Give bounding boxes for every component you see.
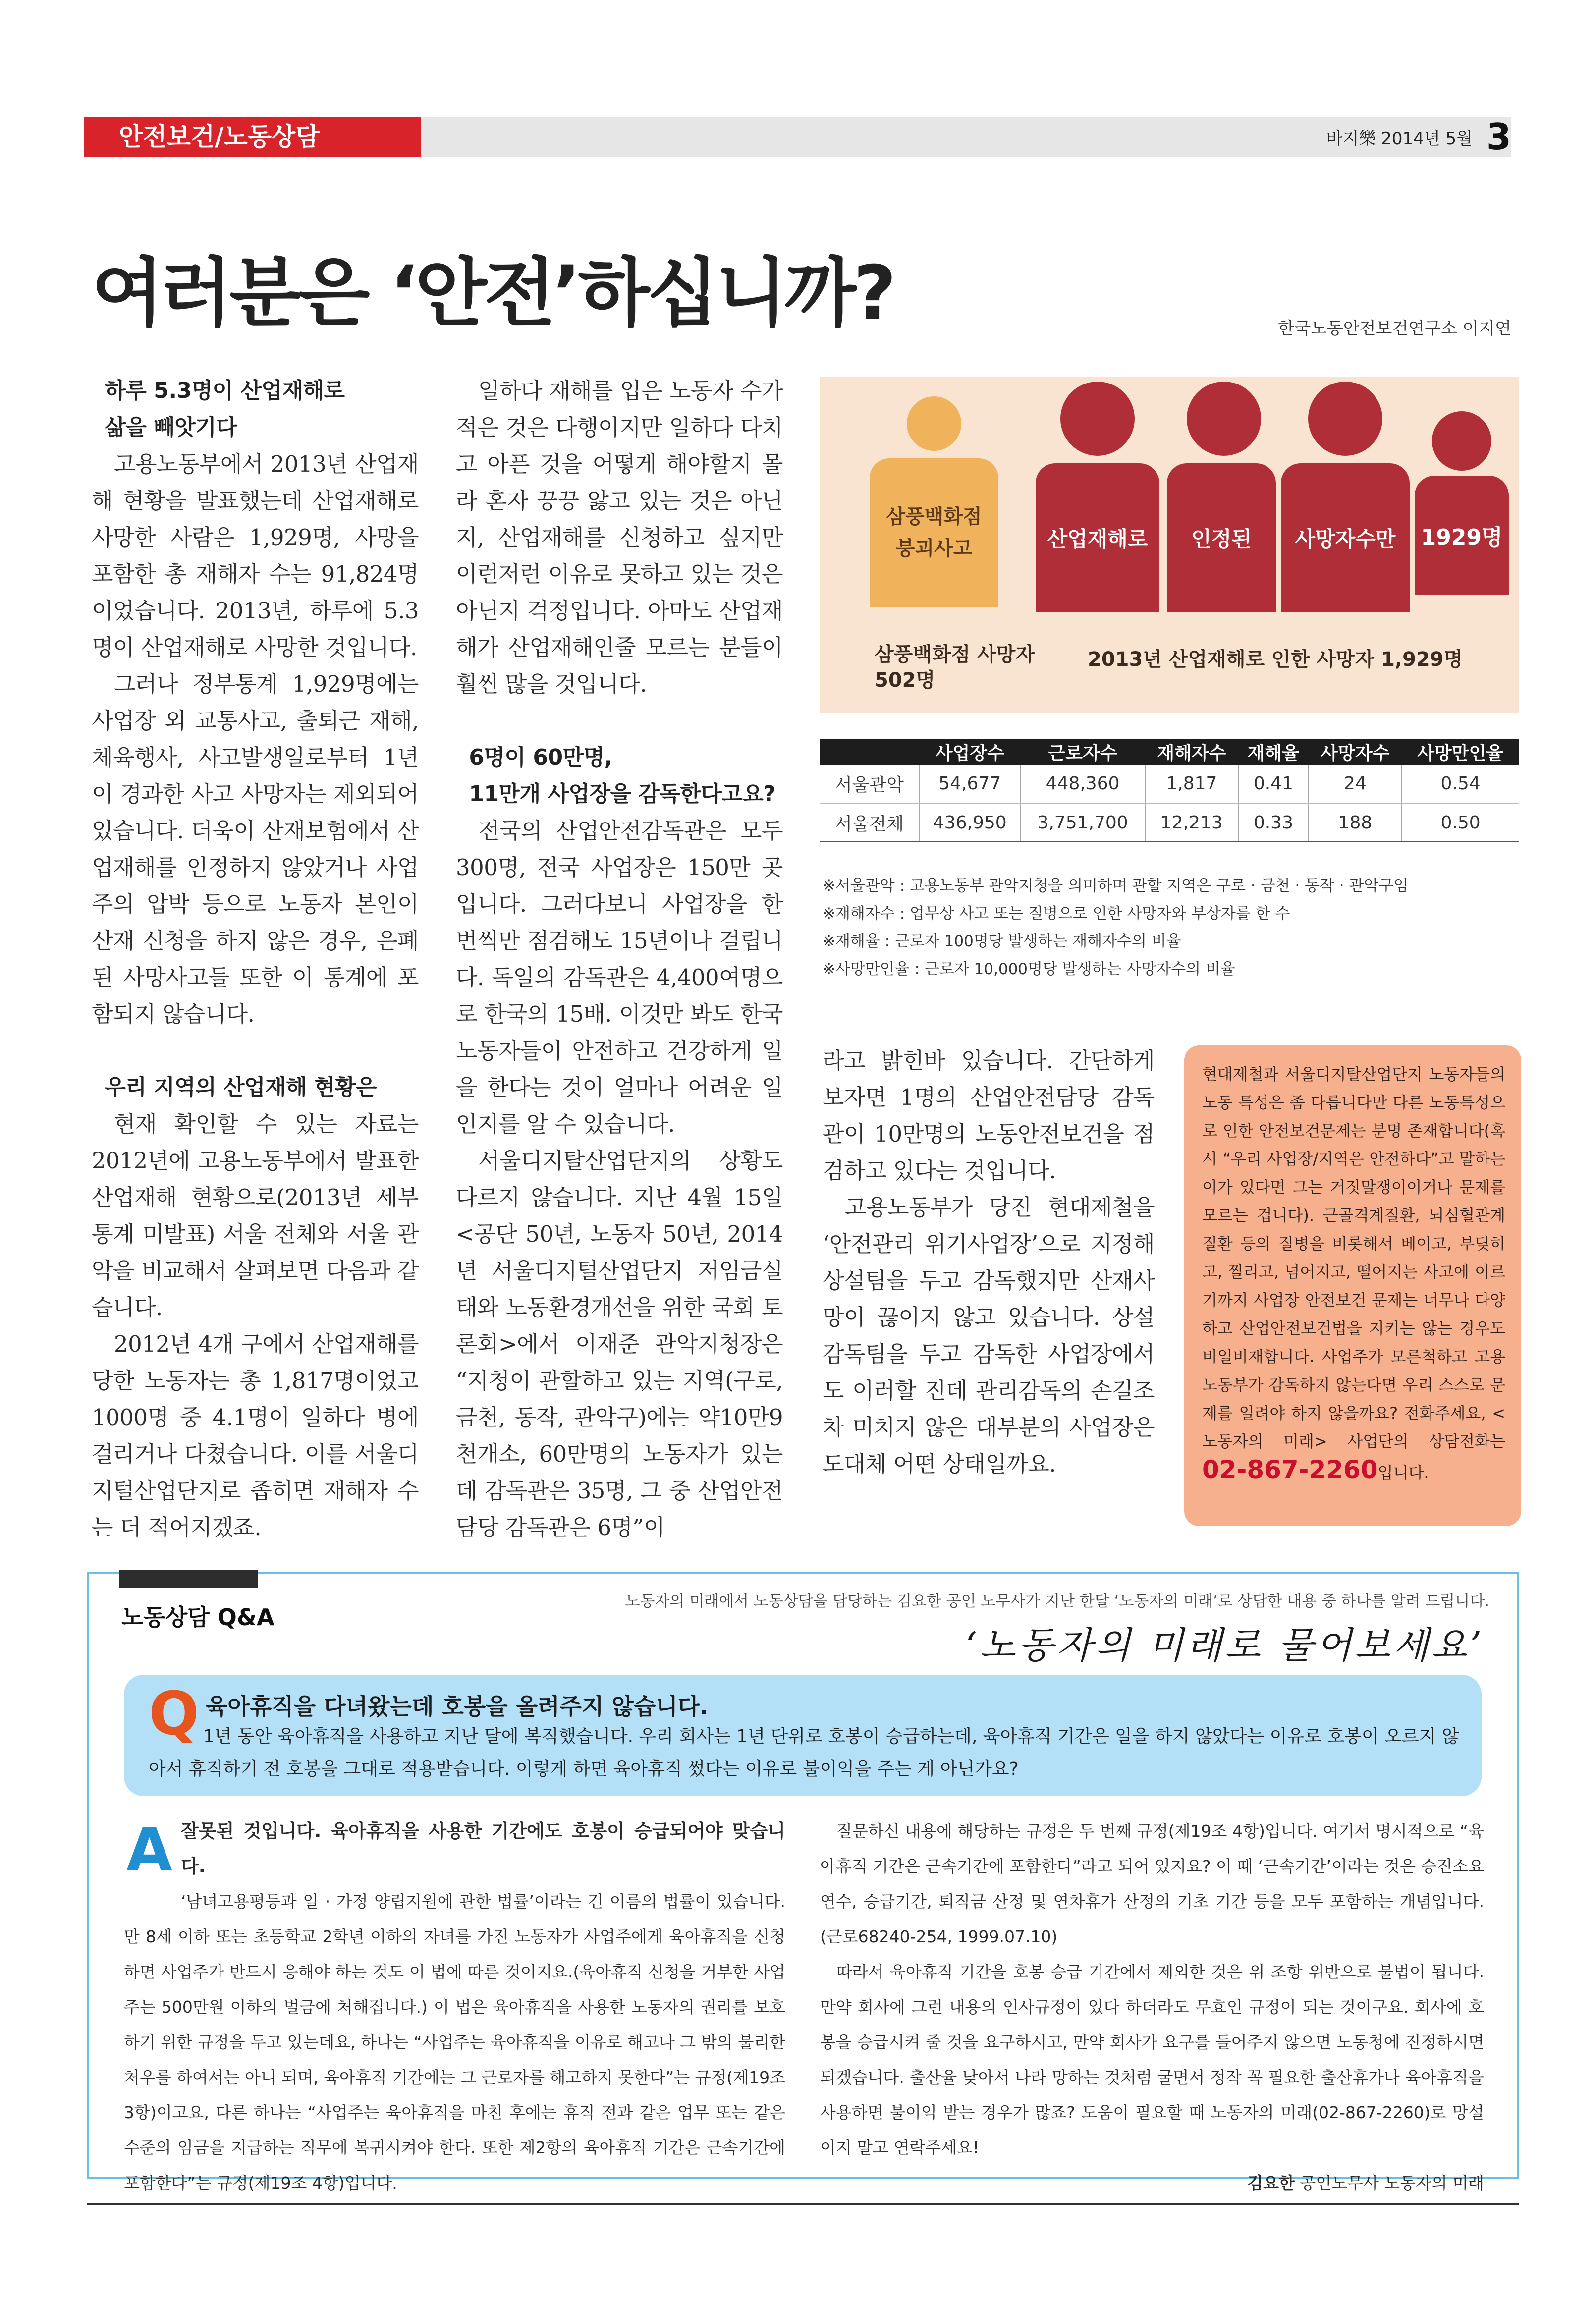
qa-tab-bar [119,1570,258,1588]
table-cell: 서울관악 [820,765,919,803]
table-header [820,739,919,765]
infographic-caption-right: 2013년 산업재해로 인한 사망자 1,929명 [1088,648,1463,671]
byline: 한국노동안전보건연구소 이지연 [1278,319,1511,338]
headline: 여러분은 ‘안전’하십니까? [92,250,894,336]
person-label: 산업재해로 [1047,527,1148,551]
answer-signature [820,2165,1484,2200]
qa-intro: 노동자의 미래에서 노동상담을 담당하는 김요한 공인 노무사가 지난 한달 ‘노동자의 미래’로 상담한 내용 중 하나를 알려 드립니다. [625,1592,1489,1610]
person-body [1167,463,1276,612]
table-cell: 436,950 [919,803,1021,842]
infographic-caption-left: 삼풍백화점 사망자 502명 [875,643,1035,692]
callout-suffix: 입니다. [1377,1463,1429,1482]
answer-title: 잘못된 것입니다. 육아휴직을 사용한 기간에도 호봉이 승급되어야 맞습니다. [181,1820,785,1877]
answer-letter-icon: A [126,1816,172,1885]
table-cell: 서울전체 [820,803,919,842]
table-header: 사업장수 [919,739,1021,765]
person-figure-red-3 [1281,382,1410,590]
infographic [820,377,1519,713]
table-cell: 3,751,700 [1021,803,1145,842]
subheading: 우리 지역의 산업재해 현황은 [105,1075,377,1100]
section-tag: 안전보건/노동상담 [84,117,421,157]
note: ※사망만인율 : 근로자 10,000명당 발생하는 사망자수의 비율 [823,960,1235,978]
issue-info [1326,117,1511,157]
issue-date: 바지樂 2014년 5월 [1326,128,1473,149]
subheading: 하루 5.3명이 산업재해로 [105,378,345,403]
callout-box [1184,1045,1521,1526]
signature-name: 김요한 [1247,2173,1295,2193]
person-figure-sampoong [870,396,998,644]
person-head [1060,382,1135,456]
table-header: 재해자수 [1145,739,1239,765]
person-figure-red-2 [1167,382,1276,590]
article-column-3 [823,1042,1155,1482]
person-label: 인정된 [1191,527,1252,551]
subheading: 삶을 빼앗기다 [105,415,237,440]
paragraph: 라고 밝힌바 있습니다. 간단하게 보자면 1명의 산업안전담당 감독관이 10만명의 노동안전보건을 점검하고 있다는 것입니다. [823,1047,1155,1184]
person-body [870,458,998,607]
answer-text: 질문하신 내용에 해당하는 규정은 두 번째 규정(제19조 4항)입니다. 여기서 명시적으로 “육아휴직 기간은 근속기간에 포함한다”라고 되어 있지요? 이 때 ‘근속기간’이라는 것은 승진소요연수, 승급기간, 퇴직금 산정 및 연차휴가 산정의 기초 기간 등을 모두 포함하는 개념입니다.(근로68240-254, 1999.07.10) [820,1821,1484,1946]
table-header: 재해율 [1238,739,1308,765]
table-cell: 24 [1309,765,1402,803]
table-header-row [820,739,1519,765]
note: ※재해자수 : 업무상 사고 또는 질병으로 인한 사망자와 부상자를 한 수 [823,905,1290,923]
answer-column-2 [820,1813,1484,2200]
person-label: 1929명 [1421,525,1503,550]
answer-text: ‘남녀고용평등과 일 · 가정 양립지원에 관한 법률’이라는 긴 이름의 법률이 있습니다. 만 8세 이하 또는 초등학교 2학년 이하의 자녀를 가진 노동자가 사업주에게 육아휴직을 신청하면 사업주가 반드시 응해야 하는 것도 이 법에 따른 것이지요.(육아휴직 신청을 거부한 사업주는 500만원 이하의 벌금에 처해집니다.) 이 법은 육아휴직을 사용한 노동자의 권리를 보호하기 위한 규정을 두고 있는데요, 하나는 “사업주는 육아휴직을 이유로 해고나 그 밖의 불리한 처우를 하여서는 아니 되며, 육아휴직 기간에는 그 근로자를 해고하지 못한다”는 규정(제19조 3항)이고요, 다른 하나는 “사업주는 육아휴직을 마친 후에는 휴직 전과 같은 업무 또는 같은 수준의 임금을 지급하는 직무에 복귀시켜야 한다. 또한 제2항의 육아휴직 기간은 근속기간에 포함한다”는 규정(제19조 4항)입니다. [124,1892,785,2193]
table-cell: 0.41 [1238,765,1308,803]
subheading: 11만개 사업장을 감독한다고요? [469,781,776,807]
person-body [1281,463,1410,612]
table-header: 사망자수 [1309,739,1402,765]
page-number: 3 [1486,116,1511,158]
callout-text: 현대제철과 서울디지탈산업단지 노동자들의 노동 특성은 좀 다릅니다만 다른 노동특성으로 인한 안전보건문제는 분명 존재합니다(혹시 “우리 사업장/지역은 안전하다”고 말하는 이가 있다면 그는 거짓말쟁이이거나 문제를 모르는 겁니다). 근골격계질환, 뇌심혈관계질환 등의 질병을 비롯해서 베이고, 부딪히고, 찔리고, 넘어지고, 떨어지는 사고에 이르기까지 사업장 안전보건 문제는 너무나 다양하고 산업안전보건법을 지키는 않는 경우도 비일비재합니다. 사업주가 모른척하고 고용노동부가 감독하지 않는다면 우리 스스로 문제를 일려야 하지 않을까요? [1202,1065,1505,1423]
table-cell: 12,213 [1145,803,1239,842]
table-row [820,803,1519,842]
person-body [1415,476,1509,595]
table-cell: 54,677 [919,765,1021,803]
paragraph: 일하다 재해를 입은 노동자 수가 적은 것은 다행이지만 일하다 다치고 아픈 것을 어떻게 해야할지 몰라 혼자 끙끙 앓고 있는 것은 아닌지, 산업재해를 신청하고 싶지만 이런저런 이유로 못하고 있는 것은 아닌지 걱정입니다. 아마도 산업재해가 산업재해인줄 모르는 분들이 훨씬 많을 것입니다. [456,378,783,697]
paragraph: 전국의 산업안전감독관은 모두 300명, 전국 사업장은 150만 곳입니다. 그러다보니 사업장을 한 번씩만 점검해도 15년이나 걸립니다. 독일의 감독관은 4,400여명으로 한국의 15배. 이것만 봐도 한국 노동자들이 안전하고 건강하게 일을 한다는 것이 얼마나 어려운 일인지를 알 수 있습니다. [456,818,783,1137]
table-notes [823,872,1516,983]
paragraph: 2012년 4개 구에서 산업재해를 당한 노동자는 총 1,817명이었고 1000명 중 4.1명이 일하다 병에 걸리거나 다쳤습니다. 이를 서울디지털산업단지로 좁히면 재해자 수는 더 적어지겠죠. [92,1331,419,1540]
table-row [820,765,1519,803]
table-cell: 448,360 [1021,765,1145,803]
footer-rule [87,2203,1519,2205]
person-figure-red-4 [1415,411,1509,590]
table-cell: 0.33 [1238,803,1308,842]
subheading: 6명이 60만명, [469,745,612,770]
table-cell: 0.50 [1402,803,1519,842]
note: ※재해율 : 근로자 100명당 발생하는 재해자수의 비율 [823,933,1181,950]
person-body [1036,463,1159,612]
accident-statistics-table [820,739,1519,842]
qa-label: 노동상담 Q&A [121,1604,275,1631]
person-figure-red-1 [1036,382,1159,590]
note: ※서울관악 : 고용노동부 관악지청을 의미하며 관할 지역은 구로 · 금천 · 동작 · 관악구임 [823,877,1409,895]
table-cell: 188 [1309,803,1402,842]
qa-slogan: ‘노동자의 미래로 물어보세요’ [965,1624,1485,1667]
paragraph: 현재 확인할 수 있는 자료는 2012년에 고용노동부에서 발표한 산업재해 현황으로(2013년 세부 통계 미발표) 서울 전체와 서울 관악을 비교해서 살펴보면 다음과 같습니다. [92,1111,419,1320]
table-header: 근로자수 [1021,739,1145,765]
callout-contact: 전화주세요, <노동자의 미래> 사업단의 상담전화는 [1202,1404,1505,1451]
answer-column-1 [124,1813,785,2200]
table-cell: 1,817 [1145,765,1239,803]
paragraph: 서울디지탈산업단지의 상황도 다르지 않습니다. 지난 4월 15일 <공단 50년, 노동자 50년, 2014년 서울디지털산업단지 저임금실태와 노동환경개선을 위한 국회 토론회>에서 이재준 관악지청장은 “지청이 관할하고 있는 지역(구로, 금천, 동작, 관악구)에는 약10만9천개소, 60만명의 노동자가 있는데 감독관은 35명, 그 중 산업안전담당 감독관은 6명”이 [456,1148,783,1540]
person-label: 사망자수만 [1295,527,1396,551]
question-text: 1년 동안 육아휴직을 사용하고 지난 달에 복직했습니다. 우리 회사는 1년 단위로 호봉이 승급하는데, 육아휴직 기간은 일을 하지 않았다는 이유로 호봉이 오르지 않아서 휴직하기 전 호봉을 그대로 적용받습니다. 이렇게 하면 육아휴직 썼다는 이유로 불이익을 주는 게 아닌가요? [149,1726,1459,1779]
paragraph: 고용노동부가 당진 현대제철을 ‘안전관리 위기사업장’으로 지정해 상설팀을 두고 감독했지만 산재사망이 끊이지 않고 있습니다. 상설 감독팀을 두고 감독한 사업장에서도 이러할 진데 관리감독의 손길조차 미치지 않은 대부분의 사업장은 도대체 어떤 상태일까요. [823,1194,1155,1477]
answer-text: 따라서 육아휴직 기간을 호봉 승급 기간에서 제외한 것은 위 조항 위반으로 불법이 됩니다. 만약 회사에 그런 내용의 인사규정이 있다 하더라도 무효인 규정이 되는 것이구요. 회사에 호봉을 승급시켜 줄 것을 요구하시고, 만약 회사가 요구를 들어주지 않으면 노동청에 진정하시면 되겠습니다. 출산율 낮아서 나라 망하는 것처럼 굴면서 정작 꼭 필요한 출산휴가나 육아휴직을 사용하면 불이익 받는 경우가 많죠? 도움이 필요할 때 노동자의 미래(02-867-2260)로 망설이지 말고 연락주세요! [820,1962,1484,2157]
table-cell: 0.54 [1402,765,1519,803]
question-letter-icon: Q [149,1680,200,1749]
person-label: 삼풍백화점 붕괴사고 [886,505,982,560]
person-head [1187,382,1261,456]
table-header: 사망만인율 [1402,739,1519,765]
paragraph: 그러나 정부통계 1,929명에는 사업장 외 교통사고, 출퇴근 재해, 체육행사, 사고발생일로부터 1년이 경과한 사고 사망자는 제외되어 있습니다. 더욱이 산재보험에서 산업재해를 인정하지 않았거나 사업주의 압박 등으로 노동자 본인이 산재 신청을 하지 않은 경우, 은폐된 사망사고들 또한 이 통계에 포함되지 않습니다. [92,671,419,1027]
paragraph: 고용노동부에서 2013년 산업재해 현황을 발표했는데 산업재해로 사망한 사람은 1,929명, 사망을 포함한 총 재해자 수는 91,824명이었습니다. 2013년, 하루에 5.3명이 산업재해로 사망한 것입니다. [92,451,419,660]
person-head [1308,382,1382,456]
person-head [1432,411,1491,471]
article-column-1 [92,373,419,1546]
phone-number: 02-867-2260 [1202,1455,1378,1484]
person-head [907,396,961,451]
article-column-2 [456,373,783,1546]
question-title: 육아휴직을 다녀왔는데 호봉을 올려주지 않습니다. [206,1693,709,1720]
signature-title: 공인노무사 노동자의 미래 [1300,2173,1484,2193]
